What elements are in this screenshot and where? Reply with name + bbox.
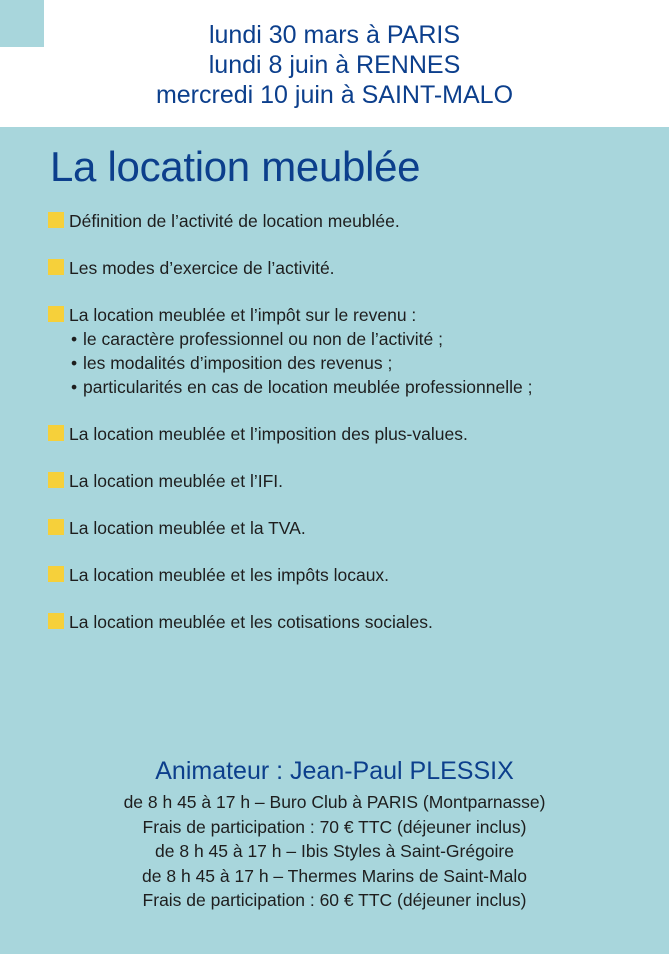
- topic-item: [48, 563, 663, 587]
- topic-text: La location meublée et la TVA.: [69, 518, 306, 538]
- topic-item: [48, 303, 663, 399]
- dot-bullet-icon: •: [71, 329, 78, 349]
- session-line: Frais de participation : 70 € TTC (déjeuner inclus): [142, 816, 527, 837]
- topic-text: La location meublée et l’impôt sur le revenu :: [69, 305, 417, 325]
- topic-item: [48, 256, 663, 280]
- square-bullet-icon: [48, 306, 64, 322]
- subtopic-text: les modalités d’imposition des revenus ;: [83, 353, 393, 373]
- subtopic-list: [69, 327, 663, 399]
- topic-text: La location meublée et l’IFI.: [69, 471, 284, 491]
- session-details: [0, 790, 669, 913]
- topic-item: [48, 422, 663, 446]
- session-line: de 8 h 45 à 17 h – Buro Club à PARIS (Montparnasse): [123, 792, 546, 812]
- square-bullet-icon: [48, 259, 64, 275]
- topic-item: [48, 209, 663, 233]
- subtopic-item: [69, 351, 663, 375]
- date-line: lundi 8 juin à RENNES: [208, 51, 461, 79]
- session-line: de 8 h 45 à 17 h – Ibis Styles à Saint-Grégoire: [155, 841, 514, 861]
- header-band: [0, 0, 669, 127]
- animator-name: Animateur : Jean-Paul PLESSIX: [155, 757, 514, 785]
- topic-list: [48, 209, 663, 657]
- date-line: mercredi 10 juin à SAINT-MALO: [155, 81, 514, 109]
- square-bullet-icon: [48, 519, 64, 535]
- topic-text: La location meublée et les impôts locaux.: [69, 565, 390, 585]
- session-line: de 8 h 45 à 17 h – Thermes Marins de Saint-Malo: [142, 865, 527, 886]
- topic-text: Les modes d’exercice de l’activité.: [69, 258, 335, 278]
- session-line: Frais de participation : 60 € TTC (déjeuner inclus): [142, 890, 527, 910]
- subtopic-item: [69, 327, 663, 351]
- date-line: lundi 30 mars à PARIS: [208, 21, 461, 49]
- square-bullet-icon: [48, 472, 64, 488]
- topic-text: Définition de l’activité de location meublée.: [69, 211, 400, 231]
- subtopic-text: particularités en cas de location meublée professionnelle ;: [83, 377, 533, 397]
- square-bullet-icon: [48, 613, 64, 629]
- square-bullet-icon: [48, 566, 64, 582]
- topic-item: [48, 610, 663, 634]
- topic-text: La location meublée et l’imposition des plus-values.: [69, 424, 468, 444]
- dot-bullet-icon: •: [71, 377, 78, 397]
- session-dates: [0, 20, 669, 110]
- square-bullet-icon: [48, 212, 64, 228]
- topic-item: [48, 516, 663, 540]
- page-title: La location meublée: [50, 143, 421, 190]
- topic-item: [48, 469, 663, 493]
- subtopic-item: [69, 375, 663, 399]
- square-bullet-icon: [48, 425, 64, 441]
- subtopic-text: le caractère professionnel ou non de l’activité ;: [83, 329, 443, 349]
- topic-text: La location meublée et les cotisations sociales.: [69, 612, 433, 632]
- dot-bullet-icon: •: [71, 353, 78, 373]
